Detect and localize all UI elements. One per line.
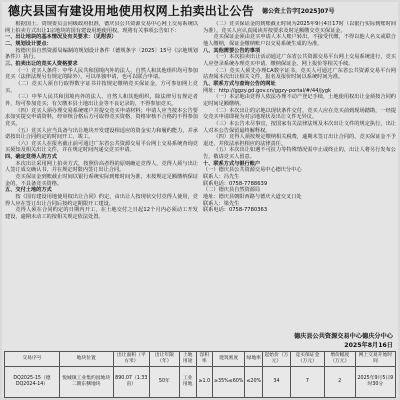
paragraph: 联系电话：0758-7780363 <box>203 207 268 214</box>
paragraph: 竞买保证金须由竞买申请人本人账户转出，不接受代缴，不得以他人名义或联合他人缴纳，保证金缴纳账户以交易系统生成的为准。 <box>203 34 396 47</box>
table-header-cell: 出让面积（平方米） <box>113 352 150 367</box>
table-header-cell: 地块位置 <box>59 352 113 367</box>
paragraph: 竞买保证金到账截止时间以银行系统实际到账时间为准，未按规定足额缴纳保证金的，不具备竞买资格。 <box>5 174 198 187</box>
section-heading: 四、确定竞得人的方式 <box>5 154 57 161</box>
parcel-table-header <box>5 352 396 367</box>
table-cell: 34 <box>263 367 291 398</box>
paragraph: 网址：http://ggzy.gd.gov.cn/ggzy-portal/#/44/jygk <box>203 87 332 94</box>
table-cell: ≥1.0 <box>196 367 212 398</box>
signoff-date: 2025年8月16日 <box>344 342 393 349</box>
table-row <box>5 367 396 398</box>
table-header-cell: 网上交易开始时间 <box>355 352 395 367</box>
section-heading: 二、规划设计要点： <box>5 40 52 47</box>
paragraph: 竞得人须在合同约定的日期内开工，在土地交付之日起12个月内必须动工开发建设，逾期未动工的按相关规定依法处置。 <box>5 207 198 221</box>
table-header-cell: 交易序号 <box>5 352 60 367</box>
paragraph: 联系人：梁先生 <box>203 200 240 207</box>
section-heading: 八、其他需要公告的事项 <box>203 47 261 54</box>
parcel-table-body <box>5 367 396 398</box>
table-cell: ≥35%≤60% <box>213 367 245 398</box>
table-cell: 50年 <box>150 367 180 398</box>
paragraph: （一）本宗地由竞得人依法办理不动产登记手续，土地使用权出让金须按合同约定时间足额缴纳。 <box>203 94 396 107</box>
paragraph: 按《国有建设用地使用权出让合同》约定，由出让人按现状交付竞得人使用，竞得人应在签订出让合同后按约定期限开工建设。 <box>5 194 198 207</box>
left-text-column <box>5 21 198 304</box>
table-cell: 2 <box>324 367 355 398</box>
paragraph: （六）竞买人在报名截止前可通过广东省公共资源交易平台网上交易系统查询竞买须知及相关出让文件，并在规定时间内递交竞买申请。 <box>5 140 198 154</box>
paragraph: （一）本次拍卖出让活动通过广东省公共资源交易平台网上交易系统进行，竞买人应登录系统办理竞买申请、缴纳保证金、网上报价等相关手续。 <box>203 54 396 67</box>
announcement-number: 德公资土告字[2025]07号 <box>262 8 335 15</box>
paragraph: 联系电话：0758-7788639 <box>203 180 268 187</box>
table-header-cell: 绿地率 <box>245 352 263 367</box>
signoff-organization: 德庆县公共资源交易中心德庆分中心 <box>294 333 393 340</box>
paragraph: 联系人：冯先生 <box>203 174 240 181</box>
paragraph: （五）竞买人应当具备与出让地块开发建设相适应的资金实力和履约能力，并承诺按出让合同约定的时间开工、竣工。 <box>5 127 198 141</box>
table-header-cell: 起始价（万元） <box>263 352 291 367</box>
paragraph: （一）竞买人条件：中华人民共和国境内外的法人、自然人和其他组织均可参加竞买（法律法规另有规定的除外），可以单独申请，也可以联合申请。 <box>5 67 198 81</box>
table-header-cell: 出让年限（年） <box>150 352 180 367</box>
paragraph: （五）本次出让如遇不可抗力等特殊情况需中止或终止的，出让人将另行发布公告，敬请竞买人留意。 <box>203 147 396 161</box>
announcement-header <box>2 2 398 19</box>
table-cell: 890.07（1.33亩） <box>113 367 150 398</box>
paragraph: 根据国土、资规委员会同级政府批准，德庆县公共资源交易中心网上交易系统以网上拍卖方式出让1宗地块的国有建设用地使用权。现将有关事项公告如下： <box>5 21 198 34</box>
table-cell: 7 <box>290 367 324 398</box>
table-header-cell: 容积率 <box>196 352 212 367</box>
right-text-column <box>203 21 396 304</box>
paragraph: （二）本次出让的宗地以现状条件交付，竞买人应在竞买前到现场踏勘，一经提交竞买申请即视为对宗地现状及出让文件无异议。 <box>203 107 396 121</box>
paragraph: （四）竞得人须按规定缴纳相关税费，逾期未签订出让合同的，竞买保证金不予退还，并依法承担相应的法律责任。 <box>203 134 396 147</box>
paragraph: 本次出让采用网上拍卖方式，按照价高者得的原则确定竞得人，竞得人须与出让人签订成交确认书，并在规定时限内签订出让合同。 <box>5 160 198 174</box>
table-header-cell: 建筑密度 <box>213 352 245 367</box>
paragraph: （二）竞买保证金的到账截止时间为2025年9月4日17时（以银行实际到账时间为准）。竞买人应认真阅读并按要求及时足额缴交竞买保证金。 <box>203 21 396 34</box>
paragraph: 地址：德庆县朝阳西路与德庆大道交叉口处 <box>203 194 302 201</box>
table-cell: 悦城镇工业集约园地块二期东侧地块 <box>59 367 113 398</box>
table-header-cell: 增价幅度（万元） <box>324 352 355 367</box>
table-header-cell: 竞买保证金（万元） <box>290 352 324 367</box>
announcement-title: 德庆县国有建设用地使用权网上拍卖出让公告 <box>8 4 255 18</box>
section-heading: 九、联系方式与查询公告的网址 <box>203 80 276 87</box>
table-cell: DQ2025-15（德DQ2024-14） <box>5 367 60 398</box>
paragraph: 按德庆县自然资源局编制的规划设计条件（德规条字〔2025〕15号《宗地规划条件》）执行。 <box>5 47 198 61</box>
parcel-table <box>4 351 396 398</box>
table-cell: 工业用地 <box>179 367 196 398</box>
section-heading: 十、联系方式与银行账户 <box>203 160 261 167</box>
paragraph: （二）德庆县自然资源局 <box>203 187 261 194</box>
section-heading: 一、出让地块的基本情况及有关要求：（见附表） <box>5 34 117 41</box>
section-heading: 三、拍卖出让的竞买人资格要求 <box>5 60 78 67</box>
announcement-sheet <box>2 2 398 398</box>
paragraph: （一）德庆县公共资源交易中心德庆分中心 <box>203 167 302 174</box>
paragraph: （三）本公告未尽事宜，按国家有关法律法规及本次出让文件的规定执行，出让人对本公告保留最终解释权。 <box>203 120 396 134</box>
table-header-cell: 土地用途 <box>179 352 196 367</box>
section-heading: 五、交付土地的方式 <box>5 187 52 194</box>
table-cell: ≤20% <box>245 367 263 398</box>
paragraph: （二）竞买人须自行取得数字证书并按规定缴纳竞买保证金，方可参加网上竞买。 <box>5 80 198 94</box>
paragraph: （四）竞买人须办理交易系统账户并提交竞买申请材料；申请人应当按本公告要求如实提交申请资料，经审核合格后方可取得竞买资格，资格审核不合格的不得参加竞买。 <box>5 107 198 127</box>
paragraph: （三）中华人民共和国境内外的法人、自然人和其他组织，除法律另有规定者外，均可参加竞买；有欠缴本县土地出让金等不良记录的，不得参加竞买。 <box>5 94 198 107</box>
paragraph: （二）竞买人须先办理CA数字证书，竞买人可通过广东省公共资源交易平台网站查阅本次出让相关文件，报名及报价时间以系统时间为准。 <box>203 67 396 81</box>
table-cell: 2025年9月5日9时30分 <box>355 367 395 398</box>
